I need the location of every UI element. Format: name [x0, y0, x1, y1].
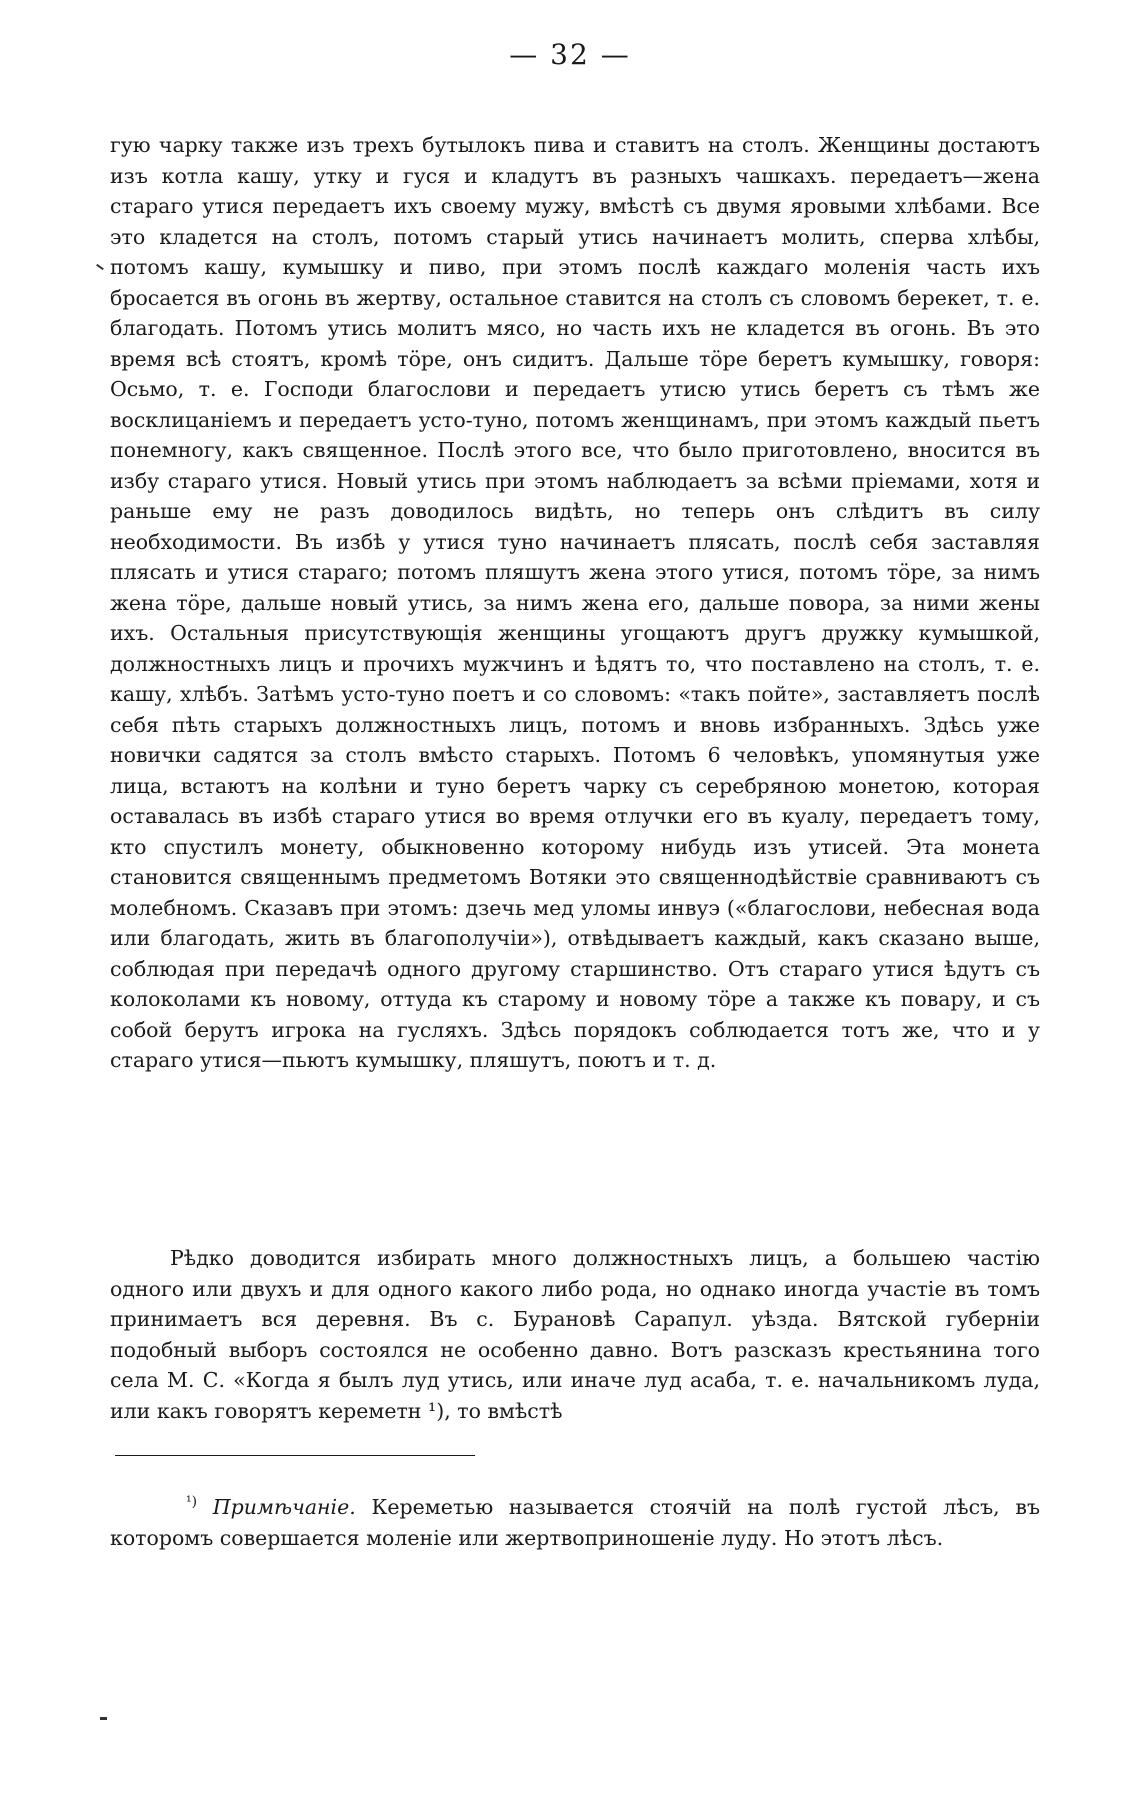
footnote-label: Примѣчаніе.: [212, 1495, 356, 1519]
footnote-marker: ¹): [186, 1494, 198, 1511]
footnote: [110, 1492, 1040, 1554]
footnote-text: Кереметью называется стоячій на полѣ густой лѣсъ, въ которомъ совершается моленіе или жертвоприношеніе луду. Но этотъ лѣсъ.: [110, 1495, 1040, 1550]
margin-mark: [96, 264, 104, 270]
paragraph-2: Рѣдко доводится избирать много должностныхъ лицъ, а большею частію одного или двухъ и для одного какого либо рода, но однако иногда участіе въ томъ принимаетъ вся деревня. Въ с. Бурановѣ Сарапул. уѣзда. Вятской губерніи подобный выборъ состоялся не особенно давно. Вотъ разсказъ крестьянина того села М. С. «Когда я былъ луд утись, или иначе луд асаба, т. е. начальникомъ луда, или какъ говорятъ кереметн ¹), то вмѣстѣ: [110, 1246, 1040, 1423]
footnote-divider: [115, 1455, 475, 1456]
page-number: — 32 —: [509, 38, 631, 71]
margin-dash: [100, 1717, 107, 1720]
paragraph-1: гую чарку также изъ трехъ бутылокъ пива и ставитъ на столъ. Женщины достаютъ изъ котла кашу, утку и гуся и кладутъ въ разныхъ чашкахъ. передаетъ—жена стараго утися передаетъ ихъ своему мужу, вмѣстѣ съ двумя яровыми хлѣбами. Все это кладется на столъ, потомъ старый утись начинаетъ молить, сперва хлѣбы, потомъ кашу, кумышку и пиво, при этомъ послѣ каждаго моленія часть ихъ бросается въ огонь въ жертву, остальное ставится на столъ съ словомъ берекет, т. е. благодать. Потомъ утись молитъ мясо, но часть ихъ не кладется въ огонь. Въ это время всѣ стоятъ, кромѣ тӧре, онъ сидитъ. Дальше тӧре беретъ кумышку, говоря: Осьмо, т. е. Господи благослови и передаетъ утисю утись беретъ съ тѣмъ же восклицаніемъ и передаетъ усто-туно, потомъ женщинамъ, при этомъ каждый пьетъ понемногу, какъ священное. Послѣ этого все, что было приготовлено, вносится въ избу стараго утися. Новый утись при этомъ наблюдаетъ за всѣми пріемами, хотя и раньше ему не разъ доводилось видѣть, но теперь онъ слѣдитъ въ силу необходимости. Въ избѣ у утися туно начинаетъ плясать, послѣ себя заставляя плясать и утися стараго; потомъ пляшутъ жена этого утися, потомъ тӧре, за нимъ жена тӧре, дальше новый утись, за нимъ жена его, дальше повора, за ними жены ихъ. Остальныя присутствующія женщины угощаютъ другъ дружку кумышкой, должностныхъ лицъ и прочихъ мужчинъ и ѣдятъ то, что поставлено на столъ, т. е. кашу, хлѣбъ. Затѣмъ усто-туно поетъ и со словомъ: «такъ пойте», заставляетъ послѣ себя пѣть старыхъ должностныхъ лицъ, потомъ и вновь избранныхъ. Здѣсь уже новички садятся за столъ вмѣсто старыхъ. Потомъ 6 человѣкъ, упомянутыя уже лица, встаютъ на колѣни и туно беретъ чарку съ серебряною монетою, которая оставалась въ избѣ стараго утися во время отлучки его въ куалу, передаетъ тому, кто спустилъ монету, обыкновенно которому нибудь изъ утисей. Эта монета становится священнымъ предметомъ Вотяки это священнодѣйствіе сравниваютъ съ молебномъ. Сказавъ при этомъ: дзечь мед уломы инвуэ («благослови, небесная вода или благодать, жить въ благополучіи»), отвѣдываетъ каждый, какъ сказано выше, соблюдая при передачѣ одного другому старшинство. Отъ стараго утися ѣдутъ съ колоколами къ новому, оттуда къ старому и новому тӧре а также къ повару, и съ собой берутъ игрока на гусляхъ. Здѣсь порядокъ соблюдается тотъ же, что и у стараго утися—пьютъ кумышку, пляшутъ, поютъ и т. д.: [110, 133, 1040, 1072]
